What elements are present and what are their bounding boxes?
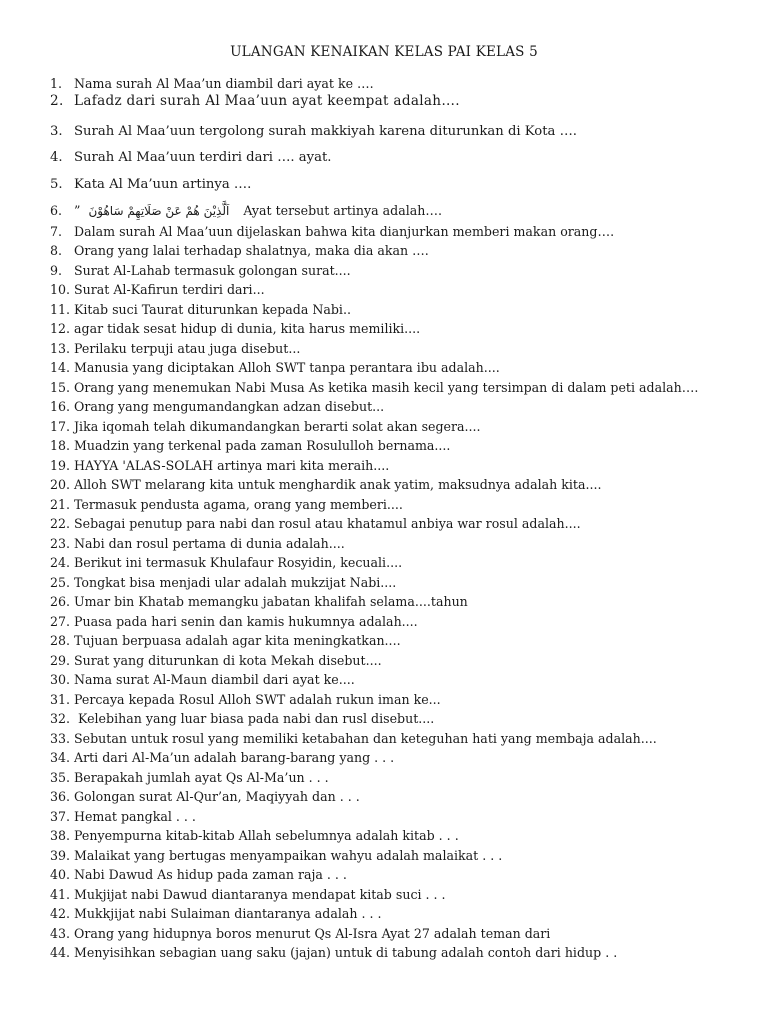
question-item bbox=[50, 150, 331, 165]
page-title: ULANGAN KENAIKAN KELAS PAI KELAS 5 bbox=[230, 44, 538, 60]
question-text: Alloh SWT melarang kita untuk menghardik anak yatim, maksudnya adalah kita.... bbox=[74, 477, 602, 492]
question-item bbox=[50, 653, 382, 668]
question-text: Surah Al Maa’uun tergolong surah makkiyah karena diturunkan di Kota …. bbox=[74, 124, 577, 139]
arabic-verse: اَلَّذِيْنَ هُمْ عَنْ صَلَاتِهِمْ سَاهُوْنَ bbox=[88, 204, 230, 218]
question-number: 29. bbox=[50, 653, 71, 668]
question-text: Dalam surah Al Maa’uun dijelaskan bahwa kita dianjurkan memberi makan orang…. bbox=[74, 224, 615, 239]
question-number: 3. bbox=[50, 124, 63, 139]
question-text: Arti dari Al-Ma’un adalah barang-barang yang . . . bbox=[74, 750, 395, 765]
question-item bbox=[50, 399, 384, 414]
question-text: Jika iqomah telah dikumandangkan berarti solat akan segera.... bbox=[74, 419, 481, 434]
question-item bbox=[50, 477, 602, 492]
question-text: Nabi dan rosul pertama di dunia adalah.... bbox=[74, 536, 345, 551]
question-text: Umar bin Khatab memangku jabatan khalifah selama....tahun bbox=[74, 594, 468, 609]
question-item bbox=[50, 750, 394, 765]
question-number: 4. bbox=[50, 150, 63, 165]
question-item bbox=[50, 243, 429, 258]
question-number: 21. bbox=[50, 497, 71, 512]
question-item bbox=[50, 497, 403, 512]
question-item bbox=[50, 887, 446, 902]
question-number: 20. bbox=[50, 477, 71, 492]
question-item bbox=[50, 263, 351, 278]
question-text: Perilaku terpuji atau juga disebut... bbox=[74, 341, 301, 356]
question-item bbox=[50, 94, 460, 109]
question-item bbox=[50, 360, 500, 375]
question-item bbox=[50, 282, 265, 297]
question-item bbox=[50, 789, 360, 804]
question-item bbox=[50, 419, 481, 434]
question-number: 25. bbox=[50, 575, 71, 590]
question-text: agar tidak sesat hidup di dunia, kita harus memiliki.... bbox=[74, 321, 421, 336]
question-text: Berikut ini termasuk Khulafaur Rosyidin, kecuali.... bbox=[74, 555, 403, 570]
question-number: 11. bbox=[50, 302, 71, 317]
question-number: 36. bbox=[50, 789, 71, 804]
question-number: 16. bbox=[50, 399, 71, 414]
question-item bbox=[50, 770, 329, 785]
question-number: 22. bbox=[50, 516, 71, 531]
question-number: 15. bbox=[50, 380, 71, 395]
question-text: HAYYA 'ALAS-SOLAH artinya mari kita meraih.... bbox=[74, 458, 390, 473]
question-text: Ayat tersebut artinya adalah…. bbox=[243, 203, 442, 218]
question-item bbox=[50, 124, 577, 139]
question-number: 30. bbox=[50, 672, 71, 687]
question-text: Surat yang diturunkan di kota Mekah disebut.... bbox=[74, 653, 382, 668]
question-text: Kelebihan yang luar biasa pada nabi dan rusl disebut.... bbox=[74, 711, 435, 726]
question-text: Surat Al-Lahab termasuk golongan surat.... bbox=[74, 263, 351, 278]
question-item bbox=[50, 341, 300, 356]
question-item bbox=[50, 867, 347, 882]
question-item bbox=[50, 906, 382, 921]
question-number: 41. bbox=[50, 887, 71, 902]
question-text: Berapakah jumlah ayat Qs Al-Ma’un . . . bbox=[74, 770, 329, 785]
question-number: 33. bbox=[50, 731, 71, 746]
question-item bbox=[50, 302, 351, 317]
question-text: Orang yang mengumandangkan adzan disebut... bbox=[74, 399, 385, 414]
question-item bbox=[50, 692, 441, 707]
question-text: Penyempurna kitab-kitab Allah sebelumnya adalah kitab . . . bbox=[74, 828, 459, 843]
question-item bbox=[50, 848, 502, 863]
question-number: 24. bbox=[50, 555, 71, 570]
question-number: 18. bbox=[50, 438, 71, 453]
question-text: Orang yang menemukan Nabi Musa As ketika masih kecil yang tersimpan di dalam peti adalah…. bbox=[74, 380, 699, 395]
question-item bbox=[50, 575, 396, 590]
question-number: 5. bbox=[50, 177, 63, 192]
question-number: 37. bbox=[50, 809, 71, 824]
question-item bbox=[50, 594, 468, 609]
question-number: 32. bbox=[50, 711, 71, 726]
question-text: Muadzin yang terkenal pada zaman Rosululloh bernama.... bbox=[74, 438, 451, 453]
question-number: 44. bbox=[50, 945, 71, 960]
question-item bbox=[50, 321, 420, 336]
question-number: 10. bbox=[50, 282, 71, 297]
question-item bbox=[50, 203, 442, 219]
question-text: Orang yang hidupnya boros menurut Qs Al-Isra Ayat 27 adalah teman dari bbox=[74, 926, 551, 941]
question-number: 35. bbox=[50, 770, 71, 785]
question-number: 8. bbox=[50, 243, 63, 258]
question-item bbox=[50, 516, 581, 531]
question-text: Manusia yang diciptakan Alloh SWT tanpa perantara ibu adalah.... bbox=[74, 360, 500, 375]
question-text: Nama surat Al-Maun diambil dari ayat ke.... bbox=[74, 672, 355, 687]
question-number: 9. bbox=[50, 263, 63, 278]
question-text: Puasa pada hari senin dan kamis hukumnya adalah.... bbox=[74, 614, 418, 629]
question-text: Nabi Dawud As hidup pada zaman raja . . . bbox=[74, 867, 347, 882]
question-text: Menyisihkan sebagian uang saku (jajan) untuk di tabung adalah contoh dari hidup . . bbox=[74, 945, 618, 960]
question-text: Surah Al Maa’uun terdiri dari …. ayat. bbox=[74, 150, 332, 165]
question-number: 39. bbox=[50, 848, 71, 863]
question-text: Orang yang lalai terhadap shalatnya, maka dia akan …. bbox=[74, 243, 429, 258]
question-text: Surat Al-Kafirun terdiri dari... bbox=[74, 282, 265, 297]
question-text: Kata Al Ma’uun artinya …. bbox=[74, 177, 252, 192]
question-text: Tongkat bisa menjadi ular adalah mukzijat Nabi.... bbox=[74, 575, 397, 590]
quote-mark: ” bbox=[74, 203, 81, 218]
question-text: Kitab suci Taurat diturunkan kepada Nabi.. bbox=[74, 302, 351, 317]
question-number: 17. bbox=[50, 419, 71, 434]
question-number: 2. bbox=[50, 93, 64, 109]
question-item bbox=[50, 438, 450, 453]
question-text: Tujuan berpuasa adalah agar kita meningkatkan.... bbox=[74, 633, 401, 648]
question-number: 40. bbox=[50, 867, 71, 882]
question-number: 7. bbox=[50, 224, 63, 239]
question-item bbox=[50, 672, 355, 687]
question-item bbox=[50, 177, 251, 192]
question-text: Lafadz dari surah Al Maa’uun ayat keempat adalah…. bbox=[74, 93, 460, 109]
question-number: 43. bbox=[50, 926, 71, 941]
question-number: 13. bbox=[50, 341, 71, 356]
question-item bbox=[50, 380, 698, 395]
question-text: Mukkjijat nabi Sulaiman diantaranya adalah . . . bbox=[74, 906, 382, 921]
question-number: 23. bbox=[50, 536, 71, 551]
question-text: Malaikat yang bertugas menyampaikan wahyu adalah malaikat . . . bbox=[74, 848, 503, 863]
question-text: Termasuk pendusta agama, orang yang memberi.... bbox=[74, 497, 403, 512]
question-number: 14. bbox=[50, 360, 71, 375]
question-number: 6. bbox=[50, 203, 63, 218]
question-item bbox=[50, 614, 418, 629]
question-text: Nama surah Al Maa’un diambil dari ayat ke …. bbox=[74, 76, 374, 91]
question-item bbox=[50, 711, 434, 726]
question-item bbox=[50, 76, 374, 91]
question-number: 19. bbox=[50, 458, 71, 473]
question-text: Golongan surat Al-Qur’an, Maqiyyah dan . . . bbox=[74, 789, 360, 804]
question-text: Sebagai penutup para nabi dan rosul atau khatamul anbiya war rosul adalah.... bbox=[74, 516, 581, 531]
question-number: 31. bbox=[50, 692, 71, 707]
question-number: 27. bbox=[50, 614, 71, 629]
question-text: Sebutan untuk rosul yang memiliki ketabahan dan keteguhan hati yang membaja adalah.... bbox=[74, 731, 657, 746]
question-item bbox=[50, 555, 402, 570]
question-item bbox=[50, 828, 459, 843]
question-item bbox=[50, 458, 389, 473]
question-text: Percaya kepada Rosul Alloh SWT adalah rukun iman ke... bbox=[74, 692, 441, 707]
question-number: 38. bbox=[50, 828, 71, 843]
question-number: 34. bbox=[50, 750, 71, 765]
question-item bbox=[50, 809, 196, 824]
question-item bbox=[50, 633, 401, 648]
question-item bbox=[50, 224, 614, 239]
question-item bbox=[50, 926, 550, 941]
question-text: Hemat pangkal . . . bbox=[74, 809, 196, 824]
question-number: 42. bbox=[50, 906, 71, 921]
question-item bbox=[50, 945, 617, 960]
question-text: Mukjijat nabi Dawud diantaranya mendapat kitab suci . . . bbox=[74, 887, 446, 902]
question-number: 28. bbox=[50, 633, 71, 648]
question-number: 26. bbox=[50, 594, 71, 609]
question-number: 12. bbox=[50, 321, 71, 336]
question-item bbox=[50, 731, 657, 746]
question-item bbox=[50, 536, 345, 551]
question-number: 1. bbox=[50, 76, 63, 91]
